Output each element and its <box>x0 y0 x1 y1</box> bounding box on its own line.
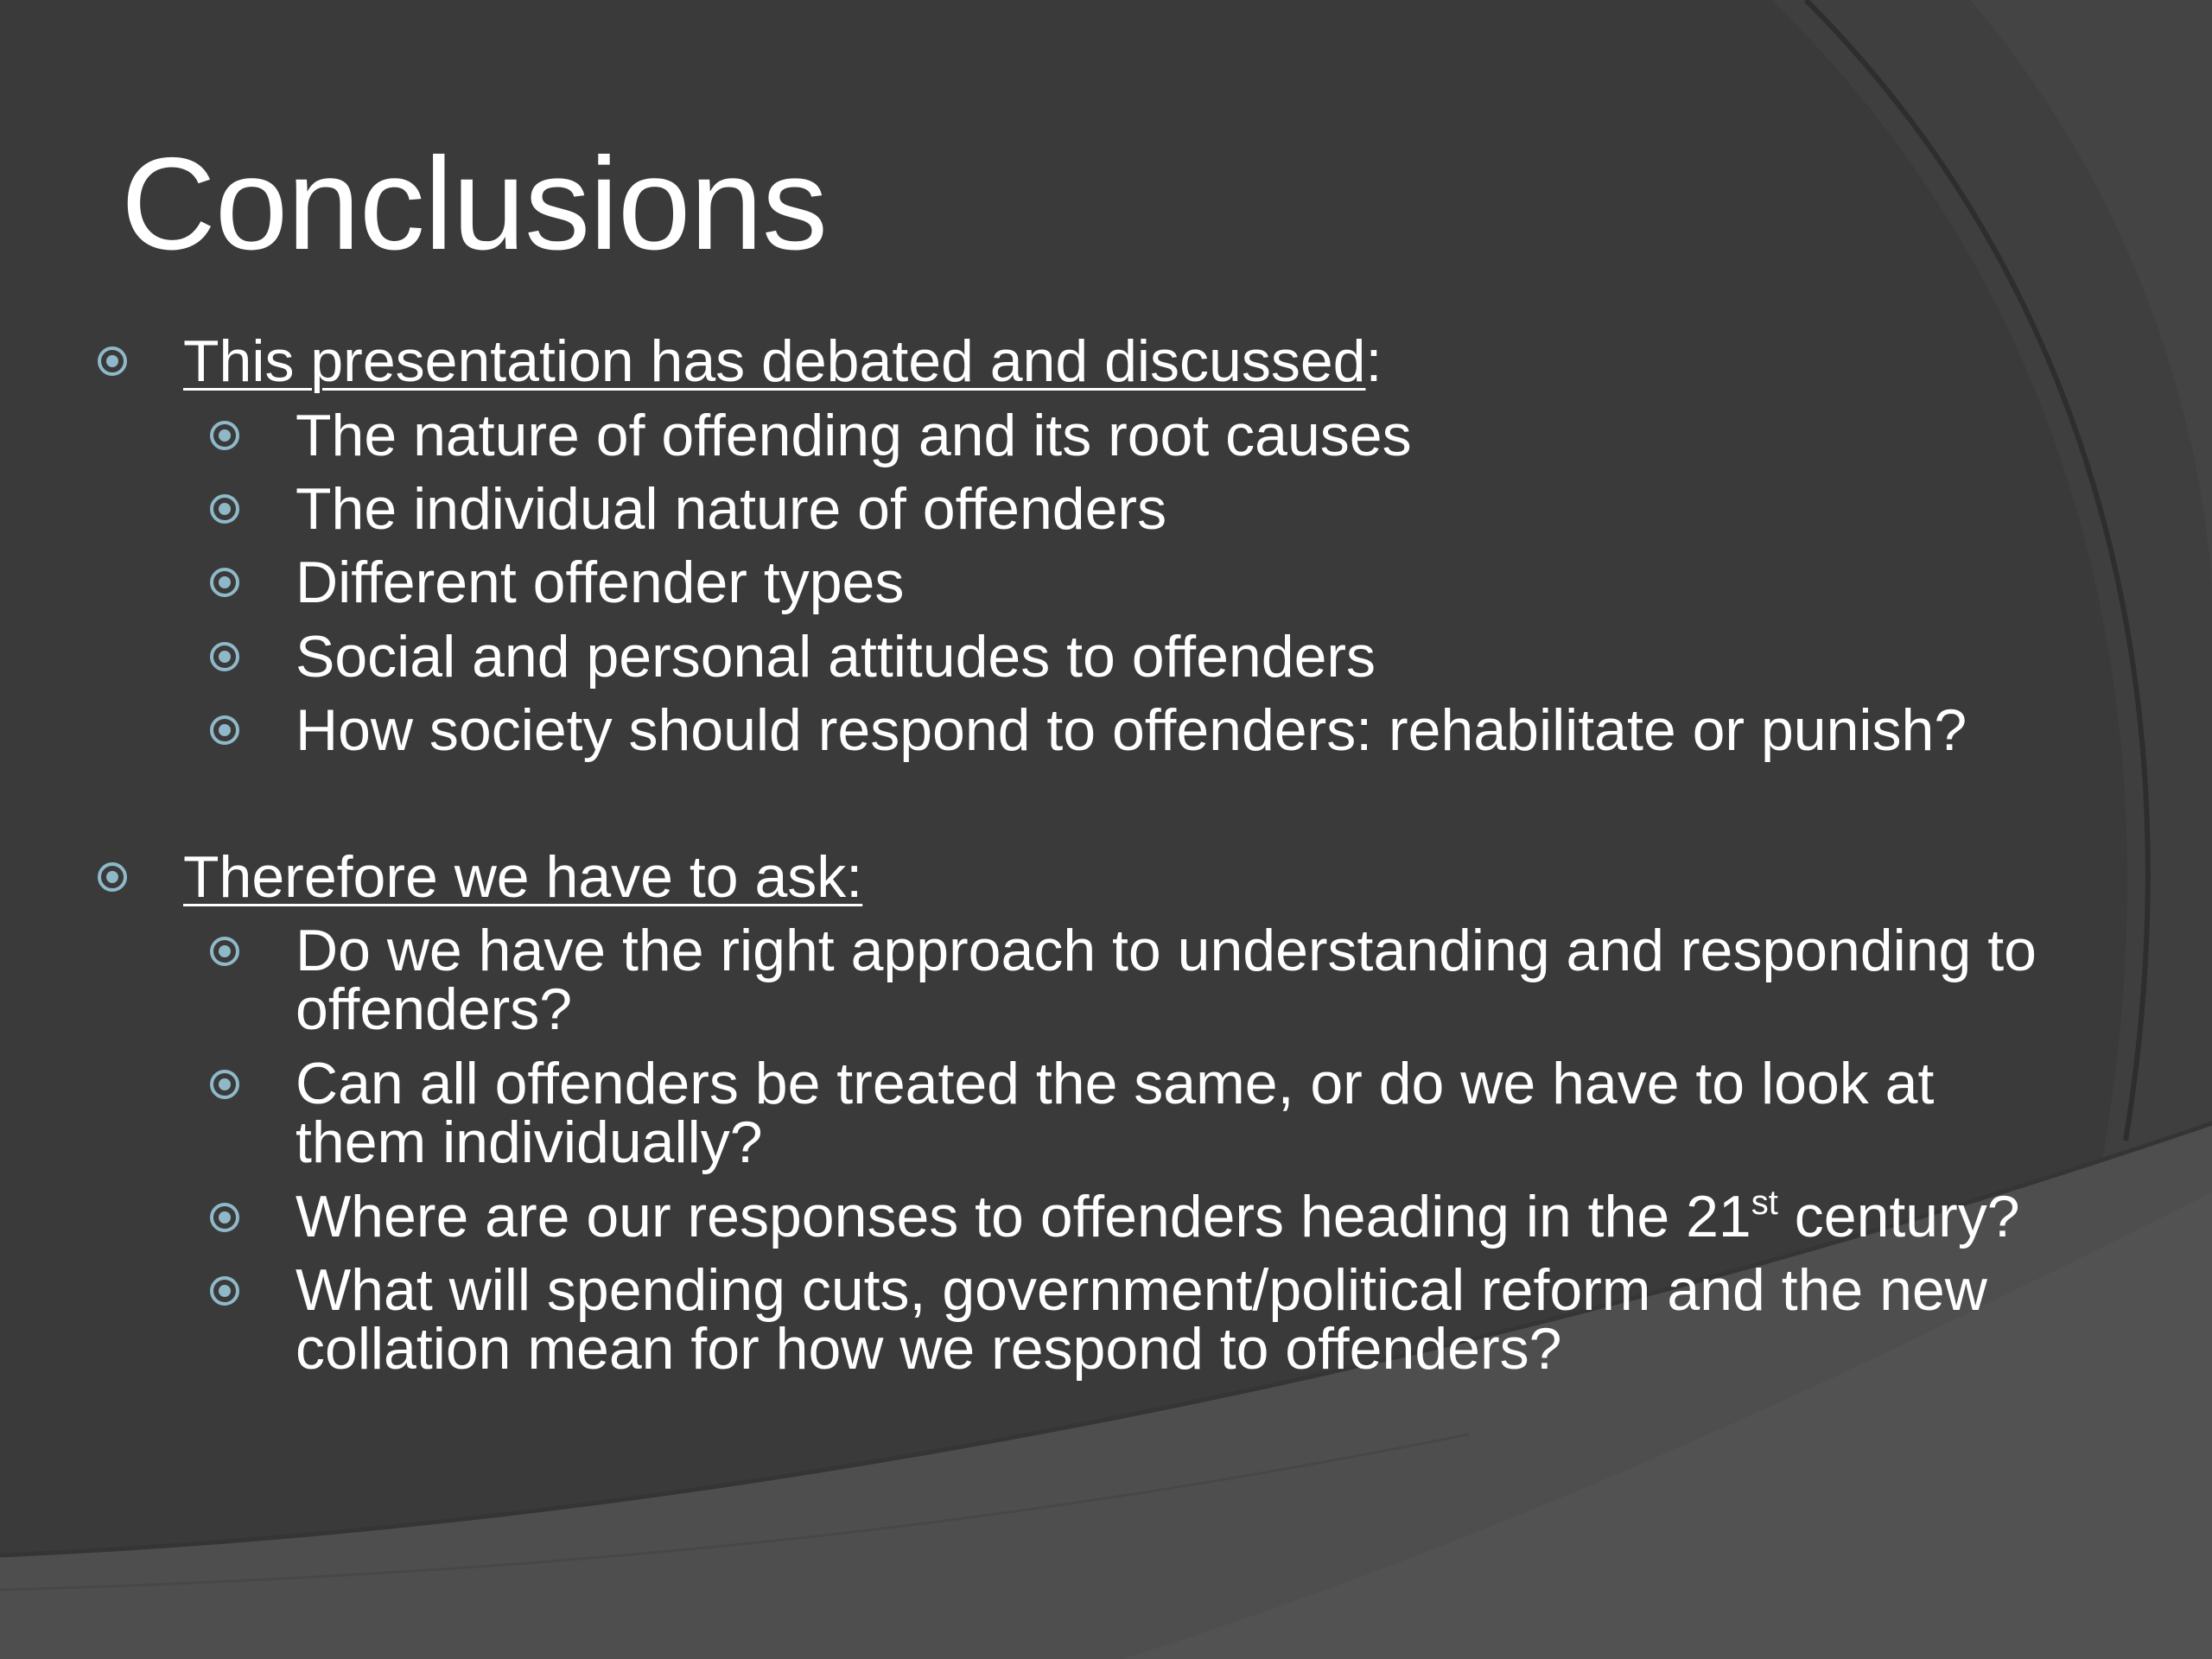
circled-dot-icon <box>207 565 242 600</box>
slide-title: Conclusions <box>121 130 827 277</box>
list-item-continuation: them individually? <box>296 1109 763 1175</box>
list-item: Different offender types <box>296 550 905 615</box>
circled-dot-icon <box>207 418 242 453</box>
circled-dot-icon <box>207 492 242 526</box>
list-item: Do we have the right approach to understanding and responding to <box>296 918 2037 983</box>
list-item: What will spending cuts, government/political reform and the new <box>296 1257 1987 1323</box>
circled-dot-icon <box>95 344 130 378</box>
list-item: Where are our responses to offenders heading in the 21st century? <box>296 1184 2020 1249</box>
list-item-continuation: collation mean for how we respond to offenders? <box>296 1316 1562 1382</box>
list-item: How society should respond to offenders: rehabilitate or punish? <box>296 697 1967 763</box>
list-item: The nature of offending and its root causes <box>296 403 1412 468</box>
circled-dot-icon <box>207 639 242 674</box>
list-item: Social and personal attitudes to offenders <box>296 624 1376 690</box>
circled-dot-icon <box>207 1274 242 1308</box>
list-item: Can all offenders be treated the same, or do we have to look at <box>296 1051 1935 1116</box>
list-item: The individual nature of offenders <box>296 476 1167 542</box>
section-2-heading: Therefore we have to ask: <box>183 844 863 910</box>
circled-dot-icon <box>207 934 242 969</box>
circled-dot-icon <box>95 860 130 894</box>
section-1-heading: This presentation has debated and discussed: <box>183 328 1382 394</box>
circled-dot-icon <box>207 1200 242 1235</box>
circled-dot-icon <box>207 713 242 747</box>
list-item-continuation: offenders? <box>296 976 573 1042</box>
circled-dot-icon <box>207 1067 242 1102</box>
